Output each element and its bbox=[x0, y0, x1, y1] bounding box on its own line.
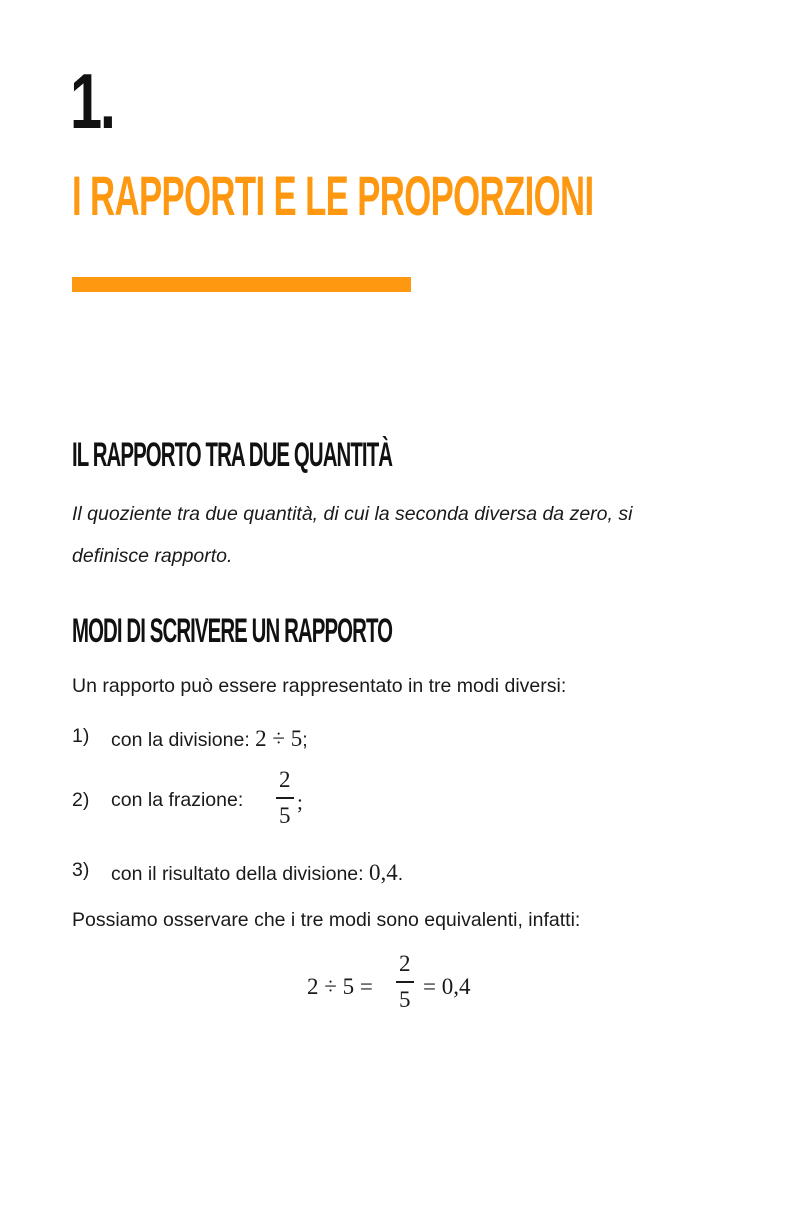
title-underline bbox=[72, 277, 411, 292]
section-heading-ways: MODI DI SCRIVERE UN RAPPORTO bbox=[72, 612, 393, 650]
fraction-numerator: 2 bbox=[399, 951, 411, 976]
fraction-denominator: 5 bbox=[279, 802, 291, 828]
chapter-number: 1. bbox=[70, 57, 114, 145]
equation-rhs: = 0,4 bbox=[423, 974, 471, 999]
list-item-text bbox=[111, 861, 403, 885]
list-item-label: con il risultato della divisione: bbox=[111, 863, 369, 885]
list-item-suffix: ; bbox=[297, 790, 303, 814]
fraction-bar bbox=[396, 981, 414, 983]
list-item-text bbox=[111, 727, 308, 751]
intro-text: Un rapporto può essere rappresentato in tre modi diversi: bbox=[72, 675, 567, 697]
closing-text: Possiamo osservare che i tre modi sono equivalenti, infatti: bbox=[72, 909, 581, 931]
list-item-number: 3) bbox=[72, 859, 90, 881]
list-item-label: con la divisione: bbox=[111, 729, 256, 751]
list-item-text: con la frazione: bbox=[111, 789, 244, 811]
list-item-number: 2) bbox=[72, 789, 90, 811]
fraction-numerator: 2 bbox=[279, 767, 291, 792]
section-heading-ratio: IL RAPPORTO TRA DUE QUANTITÀ bbox=[72, 436, 393, 474]
fraction-bar bbox=[276, 797, 294, 799]
list-item-number: 1) bbox=[72, 725, 90, 747]
list-item-suffix: ; bbox=[302, 729, 308, 751]
math-fraction bbox=[276, 768, 294, 827]
math-division: 2 ÷ 5 bbox=[255, 726, 303, 751]
chapter-title: I RAPPORTI E LE PROPORZIONI bbox=[72, 164, 594, 227]
list-item-suffix: . bbox=[397, 863, 404, 885]
equation-fraction bbox=[396, 952, 414, 1011]
math-decimal: 0,4 bbox=[368, 860, 398, 885]
definition-text: Il quoziente tra due quantità, di cui la seconda diversa da zero, si definisce rapporto. bbox=[72, 503, 633, 567]
equation-lhs: 2 ÷ 5 = bbox=[307, 974, 373, 999]
fraction-denominator: 5 bbox=[399, 986, 411, 1012]
